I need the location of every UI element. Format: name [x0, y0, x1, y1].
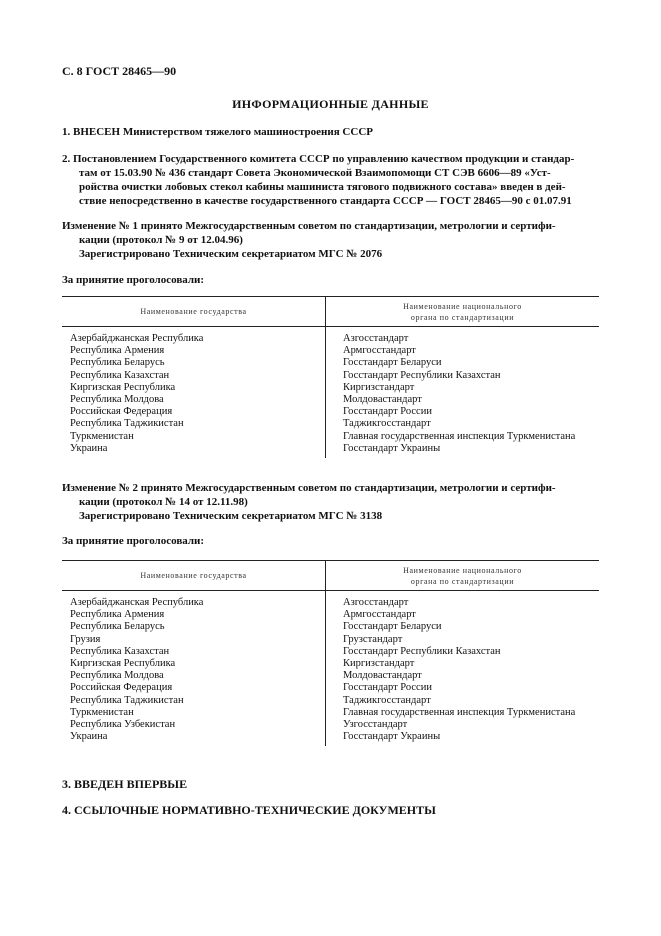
col-body-header-line-2: органа по стандартизации	[410, 576, 515, 586]
state-cell: Туркменистан	[62, 707, 326, 719]
change-2-line-2: кации (протокол № 14 от 12.11.98)	[79, 496, 248, 508]
table-row	[62, 406, 599, 418]
state-cell: Республика Молдова	[62, 670, 326, 682]
state-cell: Республика Узбекистан	[62, 719, 326, 731]
standards-body-cell: Госстандарт Украины	[343, 731, 441, 743]
standards-body-cell: Госстандарт Республики Казахстан	[343, 369, 501, 381]
col-state-header: Наименование государства	[62, 561, 326, 591]
change-1-text	[62, 219, 600, 261]
item-1: 1. ВНЕСЕН Министерством тяжелого машиностроения СССР	[62, 126, 373, 138]
table-row	[62, 719, 599, 731]
col-body-header-line-1: Наименование национального	[403, 565, 522, 575]
state-cell: Российская Федерация	[62, 406, 326, 418]
table-row	[62, 609, 599, 621]
table-row	[62, 731, 599, 746]
table-row	[62, 707, 599, 719]
standards-body-cell: Главная государственная инспекция Туркменистана	[343, 430, 576, 442]
table-row	[62, 670, 599, 682]
state-cell: Украина	[62, 731, 326, 746]
standards-body-cell: Грузстандарт	[343, 633, 403, 645]
standards-body-cell: Госстандарт России	[343, 682, 432, 694]
state-cell: Республика Молдова	[62, 394, 326, 406]
table-row	[62, 634, 599, 646]
table-row	[62, 646, 599, 658]
change-2-vote-table	[62, 560, 599, 746]
section-title: ИНФОРМАЦИОННЫЕ ДАННЫЕ	[232, 97, 429, 111]
standards-body-cell: Госстандарт Беларуси	[343, 357, 442, 369]
state-cell: Республика Таджикистан	[62, 418, 326, 430]
item-2-line-3: ройства очистки лобовых стекол кабины машиниста тягового подвижного состава» введен в дей-	[79, 181, 566, 193]
change-1-vote-table	[62, 296, 599, 458]
state-cell: Азербайджанская Республика	[62, 327, 326, 346]
standards-body-cell: Госстандарт Украины	[343, 442, 441, 454]
standards-body-cell: Молдовастандарт	[343, 670, 422, 682]
state-cell: Республика Казахстан	[62, 646, 326, 658]
standards-body-cell: Киргизстандарт	[343, 381, 415, 393]
item-2-line-4: ствие непосредственно в качестве государственного стандарта СССР — ГОСТ 28465—90 с 01.07.91	[79, 195, 572, 207]
state-cell: Туркменистан	[62, 431, 326, 443]
table-row	[62, 695, 599, 707]
col-state-header: Наименование государства	[62, 297, 326, 327]
state-cell: Азербайджанская Республика	[62, 591, 326, 610]
table-row	[62, 327, 599, 346]
state-cell: Киргизская Республика	[62, 382, 326, 394]
table-row	[62, 621, 599, 633]
state-cell: Республика Беларусь	[62, 357, 326, 369]
state-cell: Республика Армения	[62, 345, 326, 357]
col-body-header-line-2: органа по стандартизации	[410, 312, 515, 322]
change-2-line-1: Изменение № 2 принято Межгосударственным советом по стандартизации, метрологии и сертифи-	[62, 482, 556, 494]
table-row	[62, 591, 599, 610]
state-cell: Республика Армения	[62, 609, 326, 621]
table-row	[62, 443, 599, 458]
change-2-text	[62, 481, 600, 523]
table-header-row	[62, 297, 599, 327]
col-body-header	[326, 561, 600, 591]
table-row	[62, 418, 599, 430]
col-body-header-line-1: Наименование национального	[403, 301, 522, 311]
table-row	[62, 682, 599, 694]
item-2-line-1: 2. Постановлением Государственного комитета СССР по управлению качеством продукции и стандар-	[62, 153, 575, 165]
change-1-line-1: Изменение № 1 принято Межгосударственным советом по стандартизации, метрологии и сертифи-	[62, 220, 556, 232]
state-cell: Грузия	[62, 634, 326, 646]
table-row	[62, 431, 599, 443]
state-cell: Российская Федерация	[62, 682, 326, 694]
table-row	[62, 357, 599, 369]
standards-body-cell: Госстандарт Беларуси	[343, 621, 442, 633]
standards-body-cell: Таджикгосстандарт	[343, 418, 431, 430]
change-2-voted-label: За принятие проголосовали:	[62, 535, 205, 547]
item-3: 3. ВВЕДЕН ВПЕРВЫЕ	[62, 777, 188, 791]
standards-body-cell: Азгосстандарт	[343, 333, 409, 344]
table-row	[62, 345, 599, 357]
standards-body-cell: Госстандарт России	[343, 406, 432, 418]
standards-body-cell: Узгосстандарт	[343, 719, 408, 731]
standards-body-cell: Киргизстандарт	[343, 658, 415, 670]
state-cell: Киргизская Республика	[62, 658, 326, 670]
standards-body-cell: Госстандарт Республики Казахстан	[343, 645, 501, 657]
item-2-line-2: там от 15.03.90 № 436 стандарт Совета Экономической Взаимопомощи СТ СЭВ 6606—89 «Уст-	[79, 167, 551, 179]
item-4: 4. ССЫЛОЧНЫЕ НОРМАТИВНО-ТЕХНИЧЕСКИЕ ДОКУМЕНТЫ	[62, 803, 436, 817]
standards-body-cell: Таджикгосстандарт	[343, 694, 431, 706]
standards-body-cell: Главная государственная инспекция Туркменистана	[343, 706, 576, 718]
col-body-header	[326, 297, 600, 327]
standards-body-cell: Азгосстандарт	[343, 597, 409, 608]
change-1-line-2: кации (протокол № 9 от 12.04.96)	[79, 234, 243, 246]
standards-body-cell: Молдовастандарт	[343, 394, 422, 406]
table-row	[62, 370, 599, 382]
item-2	[62, 152, 600, 208]
table-row	[62, 382, 599, 394]
table-row	[62, 658, 599, 670]
standards-body-cell: Армгосстандарт	[343, 345, 416, 357]
page-header: С. 8 ГОСТ 28465—90	[62, 64, 177, 78]
state-cell: Республика Беларусь	[62, 621, 326, 633]
state-cell: Украина	[62, 443, 326, 458]
change-2-line-3: Зарегистрировано Техническим секретариатом МГС № 3138	[79, 510, 383, 522]
change-1-voted-label: За принятие проголосовали:	[62, 274, 205, 286]
table-header-row	[62, 561, 599, 591]
standards-body-cell: Армгосстандарт	[343, 609, 416, 621]
state-cell: Республика Казахстан	[62, 370, 326, 382]
table-row	[62, 394, 599, 406]
state-cell: Республика Таджикистан	[62, 695, 326, 707]
change-1-line-3: Зарегистрировано Техническим секретариатом МГС № 2076	[79, 248, 383, 260]
